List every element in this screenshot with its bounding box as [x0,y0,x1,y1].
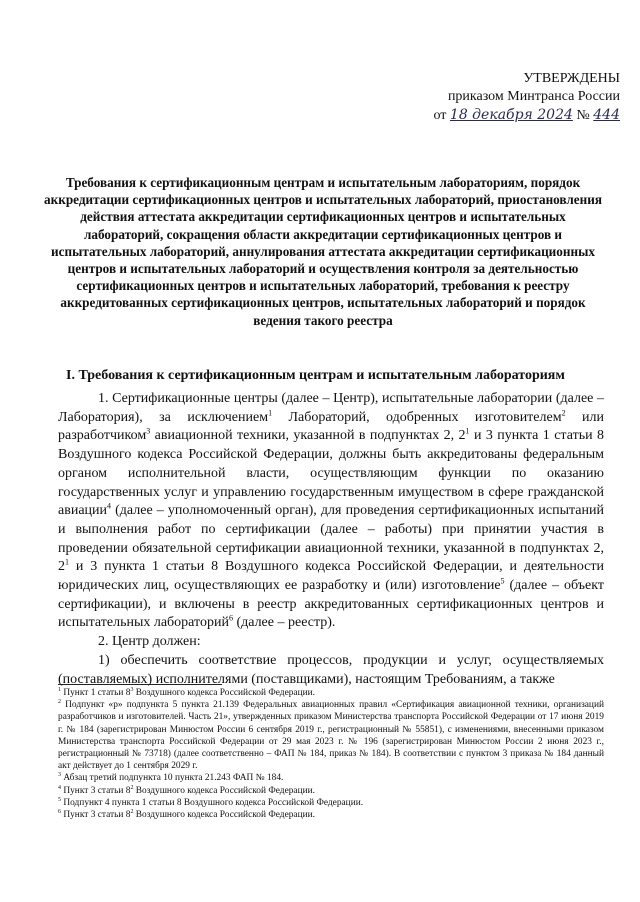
date-prefix: от [433,108,447,123]
footnote-ref: 5 [500,576,505,586]
paragraph-3: 1) обеспечить соответствие процессов, продукции и услуг, осуществляемых (поставляемых) исполнителями (поставщиками), настоящим Требованиям, а также [58,652,604,687]
footnote-ref: 2 [561,408,566,418]
handwritten-date: 18 декабря 2024 [449,107,573,123]
footnote-ref: 3 [146,426,151,436]
footnote-5: $^5$ Подпункт 4 пункта 1 статьи 8 Воздушного кодекса Российской Федерации. [58,796,364,808]
approval-stamp [420,70,620,125]
footnote-divider [58,684,222,685]
superscript: 1 [465,426,470,436]
footnote-ref: 1 [268,408,273,418]
footnote-ref: 6 [228,613,233,623]
document-body [58,390,604,689]
approval-title: УТВЕРЖДЕНЫ [523,71,620,86]
footnotes [58,687,604,821]
approval-order: приказом Минтранса России [447,89,620,104]
footnote-2: $^2$ Подпункт «р» подпункта 5 пункта 21.139 Федеральных авиационных правил «Сертификация авиационной техники, организаций разработчиков и изготовителей. Часть 21», утвержденных приказом Министерства транспорта Российской Федерации от 17 июня 2019 г. № 184 (зарегистрирован Минюстом России 6 сентября 2019 г., регистрационный № 55851), с изменениями, внесенными приказом Министерства транспорта Российской Федерации от 29 мая 2023 г. № 196 (зарегистрирован Минюстом России 2 июня 2023 г., регистрационный № 73718) (далее соответственно – ФАП № 184, приказ № 184). В соответствии с пунктом 3 приказа № 184 данный акт действует до 1 сентября 2029 г. [58,699,604,772]
superscript: 1 [65,557,69,567]
approval-date-line [420,106,620,125]
footnote-4: $^4$ Пункт 3 статьи $8^2$ Воздушного кодекса Российской Федерации. [58,784,315,796]
footnote-ref: 4 [107,501,112,511]
footnote-6: $^6$ Пункт 3 статьи $8^2$ Воздушного кодекса Российской Федерации. [58,808,315,821]
paragraph-1: 1. Сертификационные центры (далее – Центр), испытательные лаборатории (далее – Лаборатория), за исключением$^1$ Лабораторий, одобренных изготовителем$^2$ или разработчиком$^3$ авиационной техники, указанной в подпунктах 2, $2^1$ и 3 пункта 1 статьи 8 Воздушного кодекса Российской Федерации, должны быть аккредитованы федеральным органом исполнительной власти, осуществляющим функции по оказанию государственных услуг и управлению государственным имуществом в сфере гражданской авиации$^4$ (далее – уполномоченный орган), для проведения сертификационных испытаний и выполнения работ по сертификации (далее – работы) при принятии участия в проведении обязательной сертификации авиационной техники, указанной в подпунктах 2, $2^1$ и 3 пункта 1 статьи 8 Воздушного кодекса Российской Федерации, и деятельности юридических лиц, осуществляющих ее разработку и (или) изготовление$^5$ (далее – объект сертификации), и включены в реестр аккредитованных сертификационных центров и испытательных лабораторий$^6$ (далее – реестр). [58,391,604,631]
number-prefix: № [576,108,590,123]
footnote-1: $^1$ Пункт 1 статьи $8^3$ Воздушного кодекса Российской Федерации. [58,686,315,698]
paragraph-2: 2. Центр должен: [98,634,201,650]
footnote-3: $^3$ Абзац третий подпункта 10 пункта 21.243 ФАП № 184. [58,772,284,784]
handwritten-number: 444 [593,107,620,123]
section-heading: I. Требования к сертификационным центрам и испытательным лабораториям [66,368,565,383]
document-title: Требования к сертификационным центрам и испытательным лабораториям, порядок аккредитации сертификационных центров и испытательных лабораторий, приостановления действия аттестата аккредитации сертификационных центров и испытательных лабораторий, сокращения области аккредитации сертификационных центров и испытательных лабораторий, аннулирования аттестата аккредитации сертификационных центров и испытательных лабораторий и осуществления контроля за деятельностью сертификационных центров и испытательных лабораторий, требования к реестру аккредитованных сертификационных центров, испытательных лабораторий и порядок ведения такого реестра [44,175,602,328]
